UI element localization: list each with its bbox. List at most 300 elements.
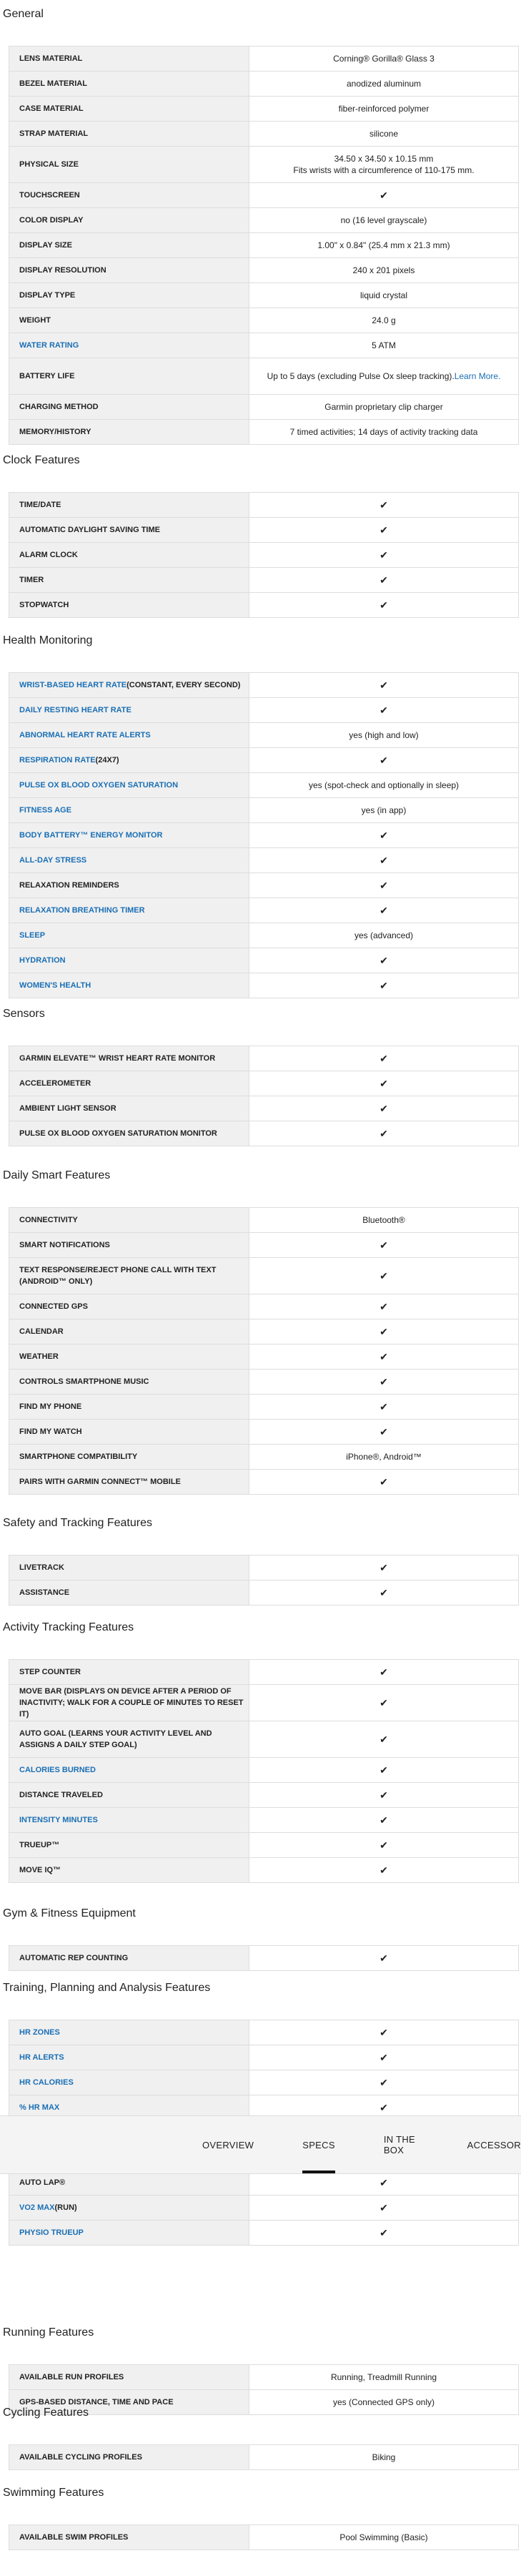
spec-row [9,1394,518,1419]
spec-label [9,46,249,71]
check-icon: ✔ [379,1426,388,1437]
spec-label[interactable] [9,773,249,797]
check-icon: ✔ [379,1864,388,1876]
spec-label-link[interactable]: RESPIRATION RATE [19,756,96,765]
spec-value-text: yes (Connected GPS only) [332,2397,435,2407]
spec-label-text: TRUEUP™ [19,1841,60,1849]
spec-value [249,283,518,308]
check-icon: ✔ [379,830,388,841]
spec-label [9,2365,249,2389]
spec-row [9,121,518,146]
check-icon-cell [249,1395,518,1419]
check-icon-cell [249,543,518,567]
spec-row [9,1319,518,1344]
check-icon: ✔ [379,704,388,716]
spec-value-text: yes (spot-check and optionally in sleep) [308,780,460,790]
spec-label-text: ACCELEROMETER [19,1079,91,1088]
check-icon: ✔ [379,1239,388,1251]
check-icon: ✔ [379,2227,388,2238]
spec-value-text: yes (in app) [361,805,407,815]
spec-label-link[interactable]: HR CALORIES [19,2078,74,2087]
spec-table [9,1207,519,1495]
section-title: Gym & Fitness Equipment [3,1907,136,1919]
spec-label [9,258,249,282]
spec-row [9,1807,518,1832]
spec-label-text: DISPLAY RESOLUTION [19,266,106,275]
check-icon-cell [249,948,518,973]
check-icon-cell [249,1121,518,1146]
spec-label[interactable] [9,923,249,948]
section-title: Clock Features [3,454,80,466]
spec-label [9,2445,249,2469]
spec-label-text: PHYSICAL SIZE [19,160,79,169]
check-icon: ✔ [379,1376,388,1387]
spec-label [9,1470,249,1494]
check-icon: ✔ [379,1789,388,1801]
spec-label[interactable] [9,848,249,872]
spec-label-suffix: (24X7) [95,756,119,765]
spec-label [9,1946,249,1970]
check-icon-cell [249,823,518,847]
check-icon-cell [249,2045,518,2070]
check-icon-cell [249,2020,518,2045]
check-icon-cell [249,1258,518,1294]
spec-label [9,1783,249,1807]
check-icon-cell [249,1660,518,1684]
check-icon-cell [249,1758,518,1782]
spec-label-link[interactable]: % HR MAX [19,2103,60,2112]
spec-label-text: COLOR DISPLAY [19,216,84,225]
spec-label-text: TOUCHSCREEN [19,191,80,200]
spec-value [249,2445,518,2469]
check-icon-cell [249,1319,518,1344]
tab-specs[interactable]: SPECS [302,2116,335,2173]
check-icon: ✔ [379,574,388,586]
spec-label-text: AUTOMATIC DAYLIGHT SAVING TIME [19,526,160,534]
spec-row [9,493,518,517]
spec-row [9,747,518,772]
spec-row [9,847,518,872]
check-icon: ✔ [379,1839,388,1851]
spec-label [9,873,249,898]
spec-label-text: BATTERY LIFE [19,372,75,380]
spec-row [9,797,518,822]
section-title: Swimming Features [3,2487,104,2499]
spec-value [249,420,518,444]
check-icon-cell [249,518,518,542]
spec-label [9,1046,249,1071]
spec-value [249,723,518,747]
spec-label-link[interactable]: RELAXATION BREATHING TIMER [19,906,145,915]
spec-label[interactable] [9,1758,249,1782]
check-icon-cell [249,2196,518,2220]
spec-value-text: 24.0 g [372,315,396,325]
spec-row [9,1660,518,1684]
spec-label [9,147,249,182]
spec-label [9,308,249,333]
spec-row [9,1071,518,1096]
check-icon-cell [249,1833,518,1857]
spec-label-text: ALARM CLOCK [19,551,78,559]
spec-label-text: FIND MY PHONE [19,1402,82,1411]
spec-label-link[interactable]: PULSE OX BLOOD OXYGEN SATURATION [19,781,179,790]
check-icon-cell [249,1580,518,1605]
spec-row [9,1782,518,1807]
spec-row [9,419,518,444]
check-icon: ✔ [379,1078,388,1089]
check-icon: ✔ [379,1764,388,1776]
check-icon-cell [249,748,518,772]
spec-value-text: anodized aluminum [346,79,422,89]
spec-row [9,2365,518,2389]
spec-row [9,282,518,308]
spec-row [9,973,518,998]
spec-row [9,2525,518,2550]
spec-value [249,46,518,71]
spec-value [249,208,518,232]
spec-label[interactable] [9,2196,249,2220]
spec-label-text: LIVETRACK [19,1563,64,1572]
spec-label[interactable] [9,2221,249,2245]
spec-row [9,1121,518,1146]
spec-label-link[interactable]: SLEEP [19,931,46,940]
spec-label[interactable] [9,333,249,358]
check-icon-cell [249,1420,518,1444]
spec-label[interactable] [9,1808,249,1832]
spec-label [9,1370,249,1394]
spec-label-text: CONNECTIVITY [19,1216,78,1224]
spec-row [9,1294,518,1319]
spec-label [9,2525,249,2550]
spec-label [9,2171,249,2195]
spec-label[interactable] [9,898,249,923]
spec-value [249,233,518,257]
check-icon: ✔ [379,1103,388,1114]
spec-label-link[interactable]: ABNORMAL HEART RATE ALERTS [19,731,151,739]
spec-label [9,1445,249,1469]
spec-label [9,1233,249,1257]
spec-value-text: Corning® Gorilla® Glass 3 [333,54,435,64]
spec-row [9,772,518,797]
spec-label-text: CONNECTED GPS [19,1302,88,1311]
spec-label [9,1420,249,1444]
spec-label [9,97,249,121]
spec-label [9,568,249,592]
spec-label-text: STRAP MATERIAL [19,129,89,138]
spec-label-text: MOVE BAR (DISPLAYS ON DEVICE AFTER A PERIOD OF INACTIVITY; WALK FOR A COUPLE OF MINUTES TO RESET IT) [19,1687,244,1719]
spec-row [9,257,518,282]
spec-label [9,1833,249,1857]
spec-value-text: Garmin proprietary clip charger [324,402,443,412]
spec-value [249,395,518,419]
spec-table [9,1945,519,1971]
spec-label-text: WEIGHT [19,316,51,325]
spec-label-link[interactable]: PHYSIO TRUEUP [19,2228,84,2237]
spec-label-text: AVAILABLE SWIM PROFILES [19,2533,129,2542]
section-title: Daily Smart Features [3,1169,111,1181]
spec-label [9,1121,249,1146]
spec-label[interactable] [9,2070,249,2095]
spec-table [9,2444,519,2470]
spec-label-link[interactable]: WOMEN'S HEALTH [19,981,91,990]
spec-label [9,72,249,96]
spec-row [9,1469,518,1494]
spec-label [9,1395,249,1419]
check-icon: ✔ [379,1587,388,1598]
spec-row [9,697,518,722]
spec-row [9,517,518,542]
spec-label[interactable] [9,748,249,772]
check-icon-cell [249,873,518,898]
spec-label-text: PAIRS WITH GARMIN CONNECT™ MOBILE [19,1478,181,1486]
spec-label-suffix: (CONSTANT, EVERY SECOND) [126,681,241,689]
check-icon: ✔ [379,599,388,611]
spec-label [9,1344,249,1369]
spec-value-text: Running, Treadmill Running [330,2372,437,2382]
spec-label[interactable] [9,973,249,998]
spec-row [9,1832,518,1857]
spec-value-text: 7 timed activities; 14 days of activity tracking data [289,427,478,437]
spec-row [9,2045,518,2070]
check-icon: ✔ [379,855,388,866]
check-icon: ✔ [379,1814,388,1826]
check-icon: ✔ [379,1326,388,1337]
spec-row [9,1232,518,1257]
spec-label [9,208,249,232]
check-icon-cell [249,1783,518,1807]
check-icon: ✔ [379,980,388,991]
spec-value [249,1445,518,1469]
spec-row [9,146,518,182]
spec-value-text: 1.00" x 0.84" (25.4 mm x 21.3 mm) [317,240,450,250]
check-icon: ✔ [379,2177,388,2188]
spec-label-text: MOVE IQ™ [19,1866,61,1874]
spec-row [9,872,518,898]
spec-value [249,72,518,96]
spec-label[interactable] [9,798,249,822]
spec-table [9,1555,519,1606]
spec-value [249,122,518,146]
spec-row [9,923,518,948]
check-icon-cell [249,1470,518,1494]
spec-label[interactable] [9,948,249,973]
spec-label-text: CHARGING METHOD [19,403,99,411]
spec-value-text: no (16 level grayscale) [340,215,427,225]
spec-label-link[interactable]: HR ZONES [19,2028,60,2037]
spec-label[interactable] [9,673,249,697]
check-icon-cell [249,1946,518,1970]
spec-label-link[interactable]: WATER RATING [19,341,79,350]
spec-row [9,308,518,333]
section-title: Running Features [3,2326,94,2339]
spec-value-text: 240 x 201 pixels [352,265,415,275]
section-title: Sensors [3,1008,45,1020]
spec-label-text: PULSE OX BLOOD OXYGEN SATURATION MONITOR [19,1129,217,1138]
spec-label-text: DISPLAY TYPE [19,291,76,300]
spec-row [9,1208,518,1232]
spec-row [9,1344,518,1369]
spec-row [9,1419,518,1444]
spec-label [9,283,249,308]
spec-value-text: Pool Swimming (Basic) [339,2532,428,2542]
spec-label [9,593,249,617]
spec-label [9,1208,249,1232]
section-title: Safety and Tracking Features [3,1517,152,1529]
check-icon: ✔ [379,1301,388,1312]
spec-row [9,182,518,207]
check-icon: ✔ [379,1734,388,1745]
spec-label-text: STEP COUNTER [19,1668,81,1676]
spec-label [9,420,249,444]
check-icon: ✔ [379,524,388,536]
check-icon-cell [249,1096,518,1121]
tab-in-the-box[interactable]: IN THE BOX [383,2134,415,2155]
spec-value-text: 34.50 x 34.50 x 10.15 mm Fits wrists with a circumference of 110-175 mm. [293,154,475,175]
spec-row [9,358,518,394]
spec-value-text: yes (advanced) [354,930,414,940]
spec-row [9,2445,518,2469]
spec-row [9,1857,518,1882]
spec-label-text: RELAXATION REMINDERS [19,881,119,890]
spec-label[interactable] [9,723,249,747]
learn-more-link[interactable]: Learn More. [454,371,501,381]
section-title: Cycling Features [3,2407,89,2419]
check-icon: ✔ [379,2102,388,2113]
spec-table [9,492,519,618]
tab-overview[interactable]: OVERVIEW [202,2139,254,2150]
check-icon: ✔ [379,1666,388,1678]
spec-value [249,147,518,182]
spec-row [9,232,518,257]
check-icon-cell [249,2171,518,2195]
spec-label-link[interactable]: HYDRATION [19,956,66,965]
spec-label [9,1721,249,1757]
check-icon-cell [249,1858,518,1882]
tab-accessories[interactable]: ACCESSOR [467,2139,521,2150]
spec-row [9,1721,518,1757]
check-icon-cell [249,698,518,722]
spec-label-text: TIMER [19,576,44,584]
check-icon: ✔ [379,679,388,691]
spec-label-suffix: (RUN) [54,2203,77,2212]
check-icon-cell [249,568,518,592]
spec-label [9,1685,249,1721]
check-icon: ✔ [379,905,388,916]
spec-row [9,567,518,592]
spec-value-text: fiber-reinforced polymer [338,104,430,114]
check-icon-cell [249,2070,518,2095]
check-icon: ✔ [379,2202,388,2213]
spec-label [9,1555,249,1580]
check-icon-cell [249,183,518,207]
spec-label-text: FIND MY WATCH [19,1427,82,1436]
spec-label-text: STOPWATCH [19,601,69,609]
spec-label-link[interactable]: DAILY RESTING HEART RATE [19,706,132,714]
spec-row [9,722,518,747]
spec-label[interactable] [9,2045,249,2070]
check-icon: ✔ [379,2077,388,2088]
spec-label [9,1858,249,1882]
check-icon-cell [249,673,518,697]
spec-label-link[interactable]: FITNESS AGE [19,806,71,815]
spec-label-text: WEATHER [19,1352,59,1361]
spec-label-text: GARMIN ELEVATE™ WRIST HEART RATE MONITOR [19,1054,216,1063]
spec-label-link[interactable]: BODY BATTERY™ ENERGY MONITOR [19,831,163,840]
check-icon-cell [249,1344,518,1369]
spec-row [9,1369,518,1394]
spec-label-text: CALENDAR [19,1327,64,1336]
spec-row [9,1580,518,1605]
spec-label[interactable] [9,823,249,847]
spec-label-text: DISPLAY SIZE [19,241,72,250]
spec-value [249,2365,518,2389]
check-icon-cell [249,1071,518,1096]
check-icon: ✔ [379,1562,388,1573]
spec-label-link[interactable]: WRIST-BASED HEART RATE [19,681,127,689]
check-icon: ✔ [379,1401,388,1412]
spec-value [249,358,518,394]
spec-label [9,395,249,419]
spec-row [9,673,518,697]
check-icon: ✔ [379,190,388,201]
check-icon-cell [249,898,518,923]
check-icon-cell [249,1555,518,1580]
spec-label-link[interactable]: ALL-DAY STRESS [19,856,87,865]
section-title: General [3,8,44,20]
check-icon: ✔ [379,1476,388,1488]
spec-row [9,1757,518,1782]
check-icon-cell [249,1808,518,1832]
spec-label-text: AUTO GOAL (LEARNS YOUR ACTIVITY LEVEL AND ASSIGNS A DAILY STEP GOAL) [19,1729,212,1749]
spec-label[interactable] [9,698,249,722]
spec-label-text: BEZEL MATERIAL [19,79,87,88]
spec-row [9,1444,518,1469]
check-icon-cell [249,973,518,998]
check-icon-cell [249,2221,518,2245]
spec-value-text: 5 ATM [372,340,396,350]
spec-label [9,1319,249,1344]
spec-row [9,1555,518,1580]
check-icon-cell [249,1294,518,1319]
spec-row [9,2070,518,2095]
spec-label-link[interactable]: CALORIES BURNED [19,1766,96,1774]
spec-row [9,1046,518,1071]
spec-value [249,308,518,333]
spec-label-text: AUTOMATIC REP COUNTING [19,1954,129,1962]
spec-table [9,1046,519,1146]
spec-label-link[interactable]: INTENSITY MINUTES [19,1816,98,1824]
check-icon-cell [249,1233,518,1257]
spec-label-text: DISTANCE TRAVELED [19,1791,103,1799]
spec-row [9,542,518,567]
check-icon: ✔ [379,549,388,561]
spec-value [249,923,518,948]
spec-label[interactable] [9,2020,249,2045]
spec-label [9,518,249,542]
spec-value-text: Biking [372,2452,396,2462]
spec-table [9,46,519,445]
spec-value [249,773,518,797]
spec-label-text: AMBIENT LIGHT SENSOR [19,1104,116,1113]
spec-label-link[interactable]: HR ALERTS [19,2053,64,2062]
check-icon-cell [249,1370,518,1394]
spec-row [9,2020,518,2045]
check-icon-cell [249,848,518,872]
spec-row [9,1096,518,1121]
spec-row [9,1257,518,1294]
spec-table [9,1659,519,1883]
spec-label-link[interactable]: VO2 MAX [19,2203,55,2212]
